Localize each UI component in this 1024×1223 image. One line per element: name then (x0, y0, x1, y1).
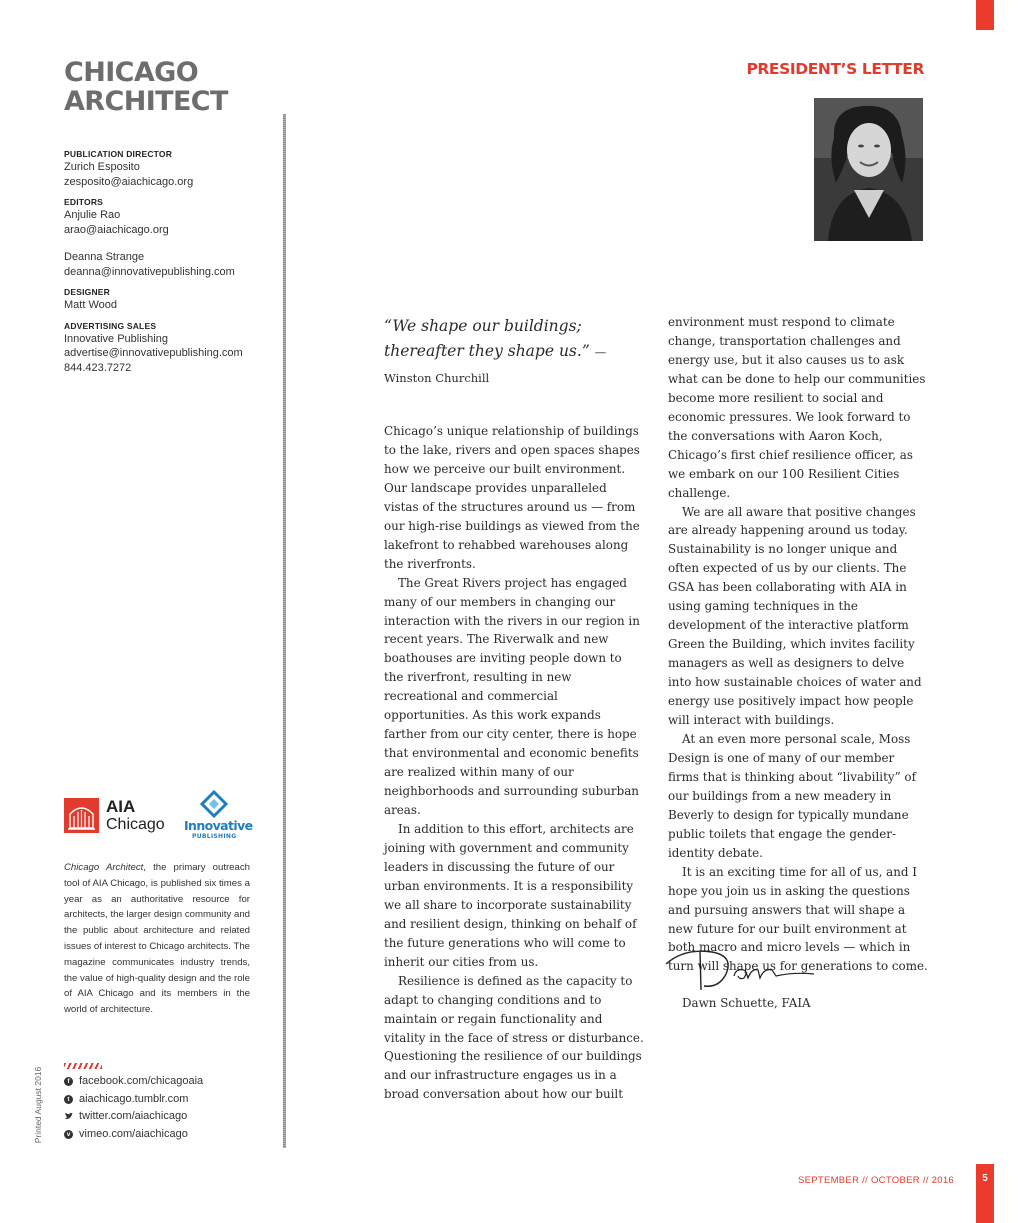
letter-column-2 (668, 313, 928, 976)
letter-paragraph: It is an exciting time for all of us, and I hope you join us in asking the questions and pursuing answers that will shape a new future for our built environment at both macro and micro levels — which in turn will shape us for generations to come. (668, 864, 928, 974)
masthead (64, 58, 228, 116)
aia-wordmark-line1: AIA (106, 797, 136, 816)
designer-label: DESIGNER (64, 287, 110, 297)
red-hatch-accent (64, 1063, 102, 1069)
vertical-divider (283, 114, 286, 1148)
masthead-line2: ARCHITECT (64, 86, 228, 117)
facebook-icon: f (64, 1077, 73, 1086)
issue-date: SEPTEMBER // OCTOBER // 2016 (797, 1175, 954, 1186)
about-text: , the primary outreach tool of AIA Chicago, is published six times a year as an authoritative resource for architects, the larger design community and the public about architecture and related issues of interest to Chicago architects. The magazine communicates industry trends, the value of high-quality design and the role of AIA Chicago and its members in the world of architecture. (64, 862, 250, 1016)
social-link-label: facebook.com/chicagoaia (79, 1075, 204, 1087)
letter-column-1 (384, 314, 644, 1104)
editor2-email: deanna@innovativepublishing.com (64, 265, 235, 278)
letter-paragraph: At an even more personal scale, Moss Design is one of many of our member firms that is thinking about “livability” of our buildings from a new meadery in Beverly to design for typically mundane public toilets that engage the gender-identity debate. (668, 731, 916, 860)
letter-paragraph: Resilience is defined as the capacity to adapt to changing conditions and to maintain or regain functionality and vitality in the face of stress or disturbance. Questioning the resilience of our buildings and our infrastructure engages us in a broad conversation about how our built (384, 973, 644, 1102)
logos (64, 790, 274, 840)
social-link-twitter[interactable] (64, 1108, 203, 1126)
ad-sales-email: advertise@innovativepublishing.com (64, 347, 243, 359)
ad-sales-phone: 844.423.7272 (64, 361, 132, 374)
social-links (64, 1073, 203, 1143)
social-link-vimeo[interactable] (64, 1126, 203, 1144)
social-link-label: vimeo.com/aiachicago (79, 1127, 188, 1140)
masthead-line1: CHICAGO (64, 57, 199, 88)
vimeo-icon: v (64, 1130, 73, 1139)
letter-paragraph: In addition to this effort, architects are joining with government and community leaders in discussing the future of our urban environments. It is a responsibility we all share to incorporate sustainability and resilient design, thinking on behalf of the future generations who will come to inherit our cities from us. (384, 822, 637, 969)
letter-paragraph: The Great Rivers project has engaged many of our members in changing our interaction with the rivers in our region in recent years. The Riverwalk and new boathouses are inviting people down to the riverfront, resulting in new recreational and commercial opportunities. As this work expands farther from our city center, there is hope that environmental and economic benefits are realized within many of our neighborhoods and surrounding suburban areas. (384, 575, 640, 818)
social-link-label: twitter.com/aiachicago (79, 1110, 188, 1122)
editors-label: EDITORS (64, 197, 104, 207)
about-paragraph (64, 860, 250, 1018)
editor1-email: arao@aiachicago.org (64, 223, 169, 236)
handwritten-signature (664, 946, 824, 996)
letter-paragraph: Chicago’s unique relationship of buildings to the lake, rivers and open spaces shapes how we perceive our built environment. Our landscape provides unparalleled vistas of the structures around us — from our high-rise buildings as viewed from the lakefront to rehabbed warehouses along the riverfronts. (384, 424, 640, 571)
publication-director-label: PUBLICATION DIRECTOR (64, 149, 173, 159)
signer-name: Dawn Schuette, FAIA (682, 996, 811, 1010)
letter-paragraph: We are all aware that positive changes are already happening around us today. Sustainability is no longer unique and often expected of us by our clients. The GSA has been collaborating with AIA in using gaming techniques in the development of the interactive platform Green the Building, which invites facility managers as well as designers to delve into how sustainable choices of water and energy use positively impact how people will interact with buildings. (668, 504, 922, 728)
about-magazine-title: Chicago Architect (64, 862, 144, 873)
red-tab-top (976, 0, 994, 30)
president-portrait-photo (814, 98, 923, 241)
ad-sales-label: ADVERTISING SALES (64, 320, 157, 331)
twitter-icon (64, 1112, 73, 1121)
social-link-tumblr[interactable] (64, 1091, 203, 1109)
pull-quote-attribution: — Winston Churchill (384, 345, 607, 385)
designer-name: Matt Wood (64, 299, 117, 311)
letter-paragraph: environment must respond to climate change, transportation challenges and energy use, but it also causes us to ask what can be done to help our communities become more resilient to social and economic pressures. We look forward to the conversations with Aaron Koch, Chicago’s first chief resilience officer, as we embark on our 100 Resilient Cities challenge. (668, 315, 926, 500)
aia-chicago-wordmark (106, 798, 165, 834)
editor1-name: Anjulie Rao (64, 209, 121, 221)
innovative-diamond-icon (198, 790, 230, 818)
social-link-facebook[interactable] (64, 1073, 203, 1091)
tumblr-icon: t (64, 1095, 73, 1104)
innovative-publishing-logo (182, 790, 252, 840)
innovative-subtitle: PUBLISHING (192, 833, 237, 840)
staff-credits (64, 148, 274, 375)
pull-quote-text: “We shape our buildings; thereafter they shape us.” (384, 317, 590, 360)
social-link-label: aiachicago.tumblr.com (79, 1092, 189, 1105)
section-title: PRESIDENT’S LETTER (746, 60, 924, 78)
aia-wordmark-line2: Chicago (106, 816, 165, 833)
printed-date: Printed August 2016 (33, 1066, 43, 1144)
editor2-name: Deanna Strange (64, 251, 145, 263)
innovative-wordmark: Innovative (184, 818, 253, 833)
publication-director-name: Zurich Esposito (64, 161, 140, 173)
page-number: 5 (976, 1164, 994, 1223)
aia-logo-icon (64, 798, 99, 833)
publication-director-email: zesposito@aiachicago.org (64, 175, 194, 188)
ad-sales-company: Innovative Publishing (64, 332, 168, 345)
pull-quote (384, 314, 644, 391)
